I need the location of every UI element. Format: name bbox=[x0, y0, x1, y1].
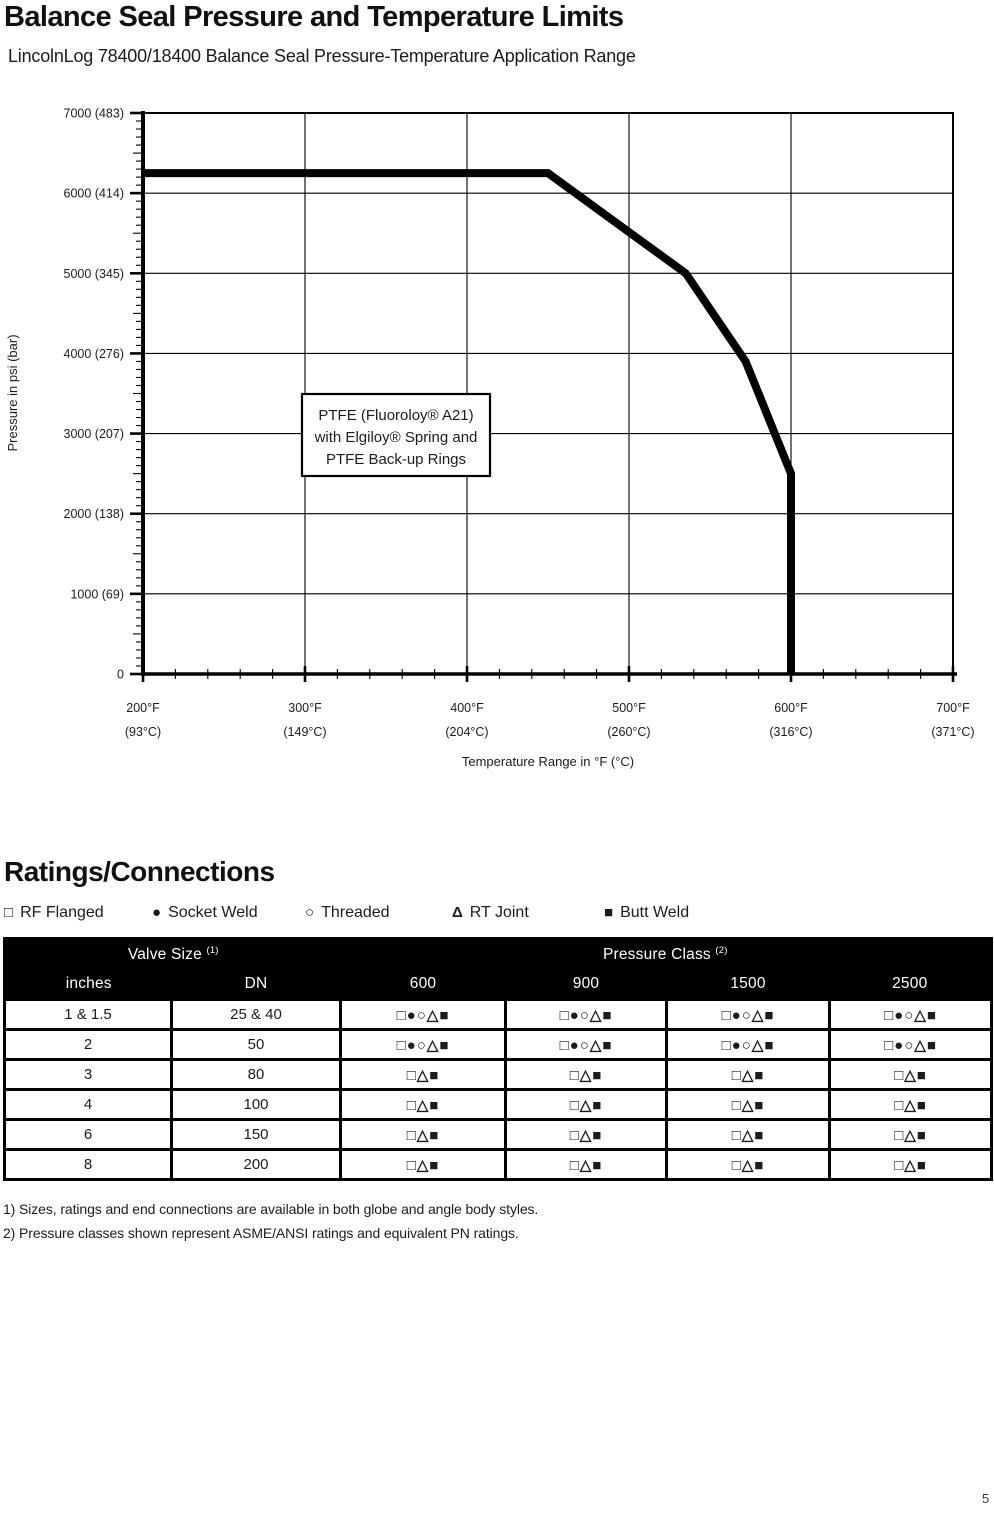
connections-class-2500: □△■ bbox=[830, 1060, 992, 1090]
legend-label: Socket Weld bbox=[168, 904, 258, 921]
connections-class-900: □△■ bbox=[506, 1120, 667, 1150]
plot-border bbox=[143, 113, 953, 674]
y-tick-labels bbox=[64, 107, 125, 682]
y-tick-label: 2000 (138) bbox=[63, 507, 124, 522]
footnote-2: 2) Pressure classes shown represent ASME/ANSI ratings and equivalent PN ratings. bbox=[3, 1225, 519, 1241]
legend-item-threaded bbox=[305, 904, 390, 922]
legend-label: RF Flanged bbox=[20, 904, 104, 921]
connections-class-600: □●○△■ bbox=[341, 1030, 506, 1060]
connections-class-600: □●○△■ bbox=[341, 1000, 506, 1030]
valve-size-dn: 25 & 40 bbox=[172, 1000, 341, 1030]
valve-size-inches: 1 & 1.5 bbox=[5, 1000, 172, 1030]
connections-class-1500: □△■ bbox=[667, 1090, 830, 1120]
column-header-inches: inches bbox=[5, 970, 172, 1000]
column-header-600: 600 bbox=[341, 970, 506, 1000]
group-header-row bbox=[5, 939, 992, 970]
x-tick-label-f: 600°F bbox=[774, 701, 808, 715]
x-tick-label-c: (93°C) bbox=[124, 725, 162, 739]
legend-item-rf-flanged bbox=[4, 904, 104, 922]
table-row bbox=[5, 1060, 992, 1090]
connections-class-2500: □△■ bbox=[830, 1150, 992, 1180]
filled-square-icon: ■ bbox=[604, 904, 614, 921]
section-title-ratings-connections: Ratings/Connections bbox=[4, 856, 275, 887]
legend-item-socket-weld bbox=[152, 904, 258, 922]
valve-size-dn: 50 bbox=[172, 1030, 341, 1060]
valve-size-inches: 4 bbox=[5, 1090, 172, 1120]
open-triangle-icon: Δ bbox=[452, 904, 463, 921]
open-square-icon: □ bbox=[4, 904, 14, 921]
annotation-line: with Elgiloy® Spring and bbox=[314, 429, 478, 446]
x-tick-label-f: 500°F bbox=[612, 701, 646, 715]
connections-class-600: □△■ bbox=[341, 1090, 506, 1120]
connections-class-600: □△■ bbox=[341, 1120, 506, 1150]
x-tick-label-c: (316°C) bbox=[769, 725, 813, 739]
x-axis-title: Temperature Range in °F (°C) bbox=[461, 754, 635, 769]
connections-class-900: □△■ bbox=[506, 1060, 667, 1090]
connections-class-2500: □△■ bbox=[830, 1090, 992, 1120]
filled-circle-icon: ● bbox=[152, 904, 162, 921]
legend-label: Butt Weld bbox=[620, 904, 690, 921]
connections-class-900: □●○△■ bbox=[506, 1000, 667, 1030]
x-tick-labels bbox=[125, 701, 975, 739]
y-tick-label: 3000 (207) bbox=[63, 427, 124, 442]
column-header-2500: 2500 bbox=[830, 970, 992, 1000]
valve-size-inches: 3 bbox=[5, 1060, 172, 1090]
connections-class-900: □△■ bbox=[506, 1150, 667, 1180]
y-tick-label: 7000 (483) bbox=[63, 106, 124, 121]
y-tick-label: 4000 (276) bbox=[63, 346, 124, 361]
column-header-1500: 1500 bbox=[667, 970, 830, 1000]
x-tick-label-f: 400°F bbox=[450, 701, 484, 715]
connections-class-1500: □△■ bbox=[667, 1120, 830, 1150]
connections-class-1500: □△■ bbox=[667, 1150, 830, 1180]
valve-size-dn: 150 bbox=[172, 1120, 341, 1150]
valve-size-group-header: Valve Size $^{(1)}$ bbox=[5, 939, 341, 970]
valve-size-dn: 80 bbox=[172, 1060, 341, 1090]
table-row bbox=[5, 1000, 992, 1030]
valve-size-dn: 100 bbox=[172, 1090, 341, 1120]
footnote-1: 1) Sizes, ratings and end connections are available in both globe and angle body styles. bbox=[3, 1201, 539, 1217]
column-header-900: 900 bbox=[506, 970, 667, 1000]
chart-gridlines bbox=[143, 113, 953, 674]
column-header-dn: DN bbox=[172, 970, 341, 1000]
x-tick-label-c: (260°C) bbox=[607, 725, 651, 739]
legend-item-rt-joint bbox=[452, 904, 529, 922]
y-tick-label: 0 bbox=[117, 667, 124, 682]
connections-class-1500: □△■ bbox=[667, 1060, 830, 1090]
x-tick-label-f: 700°F bbox=[936, 701, 970, 715]
connections-class-600: □△■ bbox=[341, 1060, 506, 1090]
annotation-line: PTFE Back-up Rings bbox=[325, 451, 467, 468]
open-circle-icon: ○ bbox=[305, 904, 315, 921]
connections-class-600: □△■ bbox=[341, 1150, 506, 1180]
x-tick-label-c: (204°C) bbox=[445, 725, 489, 739]
x-tick-label-f: 300°F bbox=[288, 701, 322, 715]
page-title: Balance Seal Pressure and Temperature Limits bbox=[4, 1, 624, 33]
legend-label: Threaded bbox=[321, 904, 390, 921]
x-tick-label-c: (149°C) bbox=[283, 725, 327, 739]
table-row bbox=[5, 1030, 992, 1060]
connections-class-2500: □●○△■ bbox=[830, 1000, 992, 1030]
table-row bbox=[5, 1150, 992, 1180]
connections-class-2500: □△■ bbox=[830, 1120, 992, 1150]
table-row bbox=[5, 1090, 992, 1120]
connections-class-2500: □●○△■ bbox=[830, 1030, 992, 1060]
valve-size-dn: 200 bbox=[172, 1150, 341, 1180]
legend-item-butt-weld bbox=[604, 904, 689, 922]
y-tick-label: 6000 (414) bbox=[63, 186, 124, 201]
y-axis-title: Pressure in psi (bar) bbox=[5, 334, 20, 452]
legend-label: RT Joint bbox=[469, 904, 529, 921]
annotation-line: PTFE (Fluoroloy® A21) bbox=[318, 407, 474, 424]
connections-class-1500: □●○△■ bbox=[667, 1000, 830, 1030]
valve-size-inches: 2 bbox=[5, 1030, 172, 1060]
y-tick-label: 1000 (69) bbox=[70, 587, 124, 602]
connections-class-900: □●○△■ bbox=[506, 1030, 667, 1060]
chart-subtitle: LincolnLog 78400/18400 Balance Seal Pressure-Temperature Application Range bbox=[8, 46, 636, 66]
ratings-table bbox=[3, 937, 993, 1181]
y-tick-label: 5000 (345) bbox=[63, 266, 124, 281]
column-header-row bbox=[5, 970, 992, 1000]
valve-size-inches: 6 bbox=[5, 1120, 172, 1150]
annotation-box bbox=[302, 394, 490, 476]
pressure-class-group-header: Pressure Class $^{(2)}$ bbox=[341, 939, 992, 970]
connections-class-900: □△■ bbox=[506, 1090, 667, 1120]
x-tick-label-c: (371°C) bbox=[931, 725, 975, 739]
table-row bbox=[5, 1120, 992, 1150]
page-number: 5 bbox=[982, 1491, 990, 1506]
connections-class-1500: □●○△■ bbox=[667, 1030, 830, 1060]
x-tick-label-f: 200°F bbox=[126, 701, 160, 715]
valve-size-inches: 8 bbox=[5, 1150, 172, 1180]
